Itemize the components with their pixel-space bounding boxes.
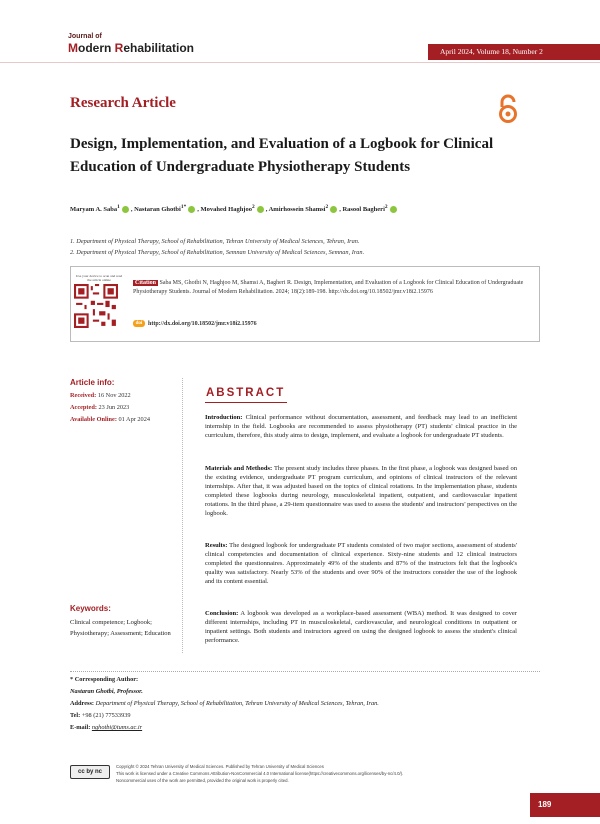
author[interactable]: Movahed Haghjoo — [200, 206, 252, 214]
author[interactable]: Nastaran Ghotbi — [134, 206, 181, 214]
abstract-methods: Materials and Methods: The present study includes three phases. In the first phase, a logbook was designed based on the existing evidence, undergraduate PT program curriculum, and opinions of clinical instructors of the relevant internships. After that, it was adjusted based on the topics of clinical rotations. In the implementation phase, students completed these logbooks during neurology, musculoskeletal inpatient, outpatient, and cardiovascular inpatient rotations. In the third phase, a 29-item questionnaire was used to assess the students' and instructors' perspectives on the logbook. — [205, 465, 517, 517]
citation-text: Citation Saba MS, Ghotbi N, Haghjoo M, Shamsi A, Bagheri R. Design, Implementation, and Evaluation of a Logbook for Clinical Education of Undergraduate Physiotherapy Students. Journal of Modern Rehabilitation. 2024; 18(2):189-198. http://dx.doi.org/10.18502/jmr.v18i2.15976 — [133, 280, 524, 295]
received-date: Received: 16 Nov 2022 — [70, 392, 131, 399]
abstract-conclusion: Conclusion: A logbook was developed as a workplace-based assessment (WBA) method. It was designed to cover different internships, including PT in musculoskeletal, cardiovascular, and neurological conditions in outpatient or inpatient settings. Both students and instructors agreed on using the designed logbook to assess the student's clinical performance. — [205, 610, 517, 644]
affiliation-2: 2. Department of Physical Therapy, School of Rehabilitation, Semnan University of Medical Sciences, Semnan, Iran. — [70, 249, 365, 256]
corresponding-address: Address: Department of Physical Therapy, School of Rehabilitation, Tehran University of Medical Sciences, Tehran, Iran. — [70, 700, 379, 707]
footer-divider — [70, 671, 540, 672]
corresponding-heading: * Corresponding Author: — [70, 676, 139, 683]
license-line: This work is licensed under a Creative Commons Attribution-NonCommercial 4.0 International license(https://creativecommons.org/licenses/by-nc/4.0/). — [116, 771, 404, 776]
orcid-icon[interactable] — [390, 206, 397, 213]
open-access-icon — [496, 94, 520, 124]
affiliation-1: 1. Department of Physical Therapy, School of Rehabilitation, Tehran University of Medical Sciences, Tehran, Iran. — [70, 238, 360, 245]
abstract-heading: ABSTRACT — [206, 387, 286, 399]
journal-name-small: Journal of — [68, 33, 102, 40]
author[interactable]: Amirhossein Shamsi — [268, 206, 326, 214]
author-list: Maryam A. Saba$^1$ , Nastaran Ghotbi$^{1*}$ , Movahed Haghjoo$^2$ , Amirhossein Shamsi$^2$ , Rasool Bagheri$^2$ — [70, 204, 550, 213]
orcid-icon[interactable] — [122, 206, 129, 213]
corresponding-email[interactable]: E-mail: nghotbi@tums.ac.ir — [70, 724, 143, 731]
accepted-date: Accepted: 23 Jun 2023 — [70, 404, 130, 411]
orcid-icon[interactable] — [257, 206, 264, 213]
orcid-icon[interactable] — [330, 206, 337, 213]
page-number: 189 — [530, 793, 600, 817]
article-type: Research Article — [70, 95, 176, 111]
issue-ribbon: April 2024, Volume 18, Number 2 — [428, 44, 600, 60]
keywords-list: Clinical competence; Logbook; Physiotherapy; Assessment; Education — [70, 619, 171, 637]
abstract-results: Results: The designed logbook for undergraduate PT students consisted of two major sections, assessment of students' clinical competencies and documentation of clinical experience. Sixty-nine students and 12 clinical instructors completed the questionnaires. Approximately 49% of the students and 87% of the instructors felt that the logbook's quality was satisfactory. Nearly 53% of the students and over 90% of the instructors consider the use of the logbook and its content essential. — [205, 542, 517, 585]
abstract-introduction: Introduction: Clinical performance without documentation, assessment, and feedback may lead to an inefficient internship in the field. Logbooks are recommended to assess physiotherapy (PT) students' clinical practice in the curriculum, therefore, this study aims to design, implement, and evaluate a logbook for undergraduate PT students. — [205, 414, 517, 439]
corresponding-name: Nastaran Ghotbi, Professor. — [70, 688, 143, 695]
citation-box — [70, 266, 540, 342]
keywords-heading: Keywords: — [70, 604, 111, 613]
online-date: Available Online: 01 Apr 2024 — [70, 416, 150, 423]
journal-name: Modern Rehabilitation — [68, 41, 195, 55]
qr-block — [74, 274, 124, 338]
article-title: Design, Implementation, and Evaluation of a Logbook for Clinical Education of Undergraduate Physiotherapy Students — [70, 136, 494, 175]
article-info-heading: Article info: — [70, 378, 115, 387]
copyright-line: Copyright © 2024 Tehran University of Medical Sciences. Published by Tehran University of Medical Sciences — [116, 764, 324, 769]
author[interactable]: Maryam A. Saba — [70, 206, 118, 214]
doi-link[interactable]: doi http://dx.doi.org/10.18502/jmr.v18i2.15976 — [133, 320, 257, 327]
abstract-rule — [205, 402, 287, 403]
cc-license-icon[interactable]: cc by nc — [70, 765, 110, 779]
doi-icon: doi — [133, 320, 145, 327]
header-divider — [0, 62, 600, 63]
author[interactable]: Rasool Bagheri — [342, 206, 385, 214]
corresponding-tel: Tel: +98 (21) 77533939 — [70, 712, 131, 719]
orcid-icon[interactable] — [188, 206, 195, 213]
usage-line: Noncommercial uses of the work are permitted, provided the original work is properly cited. — [116, 778, 289, 783]
qr-code-icon[interactable] — [74, 284, 118, 328]
column-divider — [182, 378, 183, 653]
qr-note: Use your device to scan and read the article online — [75, 274, 123, 282]
